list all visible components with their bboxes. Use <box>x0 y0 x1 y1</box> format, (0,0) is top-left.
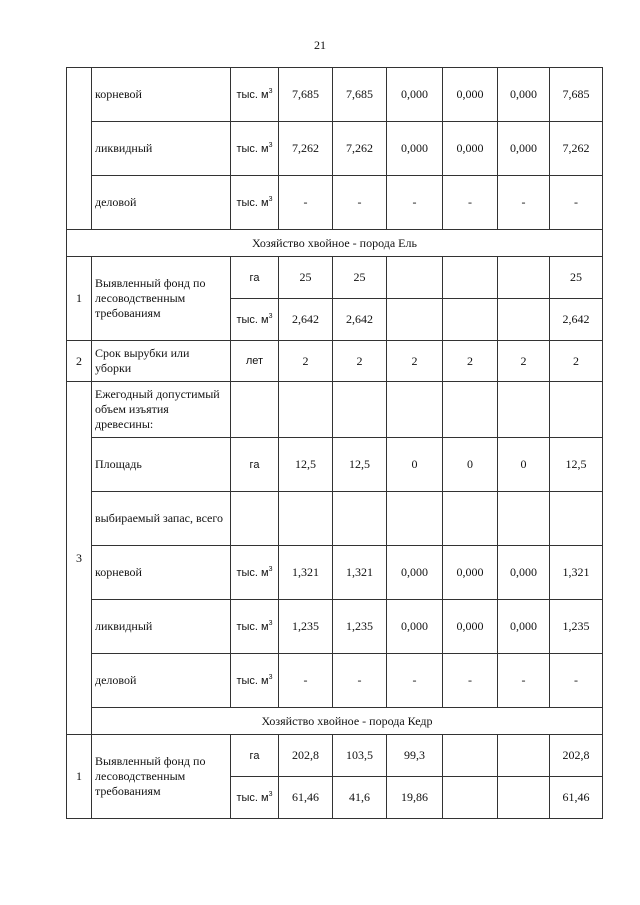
section-row <box>67 708 603 735</box>
value-cell: 1,321 <box>550 546 603 600</box>
value-cell <box>387 299 443 341</box>
row-number-cell <box>67 68 92 230</box>
value-cell <box>443 777 498 819</box>
value-cell: 2,642 <box>279 299 333 341</box>
empty-cell <box>279 382 333 438</box>
row-name: Срок вырубки или уборки <box>92 341 231 382</box>
empty-cell <box>387 492 443 546</box>
value-cell: 7,262 <box>550 122 603 176</box>
empty-cell <box>279 492 333 546</box>
value-cell: 7,262 <box>333 122 387 176</box>
value-cell: 99,3 <box>387 735 443 777</box>
value-cell: 12,5 <box>550 438 603 492</box>
value-cell: 7,685 <box>279 68 333 122</box>
unit-cell: тыс. $м^3$ <box>231 654 279 708</box>
value-cell: 103,5 <box>333 735 387 777</box>
row-name: Ежегодный допустимый объем изъятия древесины: <box>92 382 231 438</box>
unit-cell: тыс. $м^3$ <box>231 299 279 341</box>
unit-cell: тыс. $м^3$ <box>231 122 279 176</box>
value-cell: 0 <box>443 438 498 492</box>
value-cell: 25 <box>550 257 603 299</box>
empty-cell <box>333 492 387 546</box>
unit-cell: га <box>231 257 279 299</box>
table-row <box>67 600 603 654</box>
row-name: Выявленный фонд по лесоводственным требованиям <box>92 257 231 341</box>
value-cell: - <box>279 176 333 230</box>
value-cell: 41,6 <box>333 777 387 819</box>
empty-cell <box>333 382 387 438</box>
table-row <box>67 122 603 176</box>
empty-cell <box>231 382 279 438</box>
section-row <box>67 230 603 257</box>
value-cell: - <box>387 654 443 708</box>
value-cell <box>443 299 498 341</box>
empty-cell <box>550 382 603 438</box>
unit-cell: лет <box>231 341 279 382</box>
value-cell <box>498 735 550 777</box>
row-name: корневой <box>92 546 231 600</box>
value-cell: 0 <box>498 438 550 492</box>
value-cell: - <box>443 654 498 708</box>
value-cell: - <box>443 176 498 230</box>
value-cell: 12,5 <box>333 438 387 492</box>
value-cell: 0,000 <box>498 546 550 600</box>
value-cell: 1,235 <box>279 600 333 654</box>
row-name: ликвидный <box>92 600 231 654</box>
value-cell: 1,321 <box>279 546 333 600</box>
value-cell: 19,86 <box>387 777 443 819</box>
value-cell: 2 <box>333 341 387 382</box>
table-row <box>67 341 603 382</box>
value-cell: 0,000 <box>387 68 443 122</box>
table-row <box>67 68 603 122</box>
value-cell: 0,000 <box>443 600 498 654</box>
table-row <box>67 735 603 777</box>
forest-fund-table <box>66 67 603 819</box>
value-cell: - <box>498 176 550 230</box>
value-cell: 12,5 <box>279 438 333 492</box>
empty-cell <box>550 492 603 546</box>
page-number: 21 <box>314 38 326 52</box>
row-name: выбираемый запас, всего <box>92 492 231 546</box>
value-cell: 1,321 <box>333 546 387 600</box>
value-cell: - <box>498 654 550 708</box>
value-cell: 0,000 <box>387 600 443 654</box>
unit-cell: га <box>231 438 279 492</box>
value-cell: - <box>550 654 603 708</box>
value-cell: 0,000 <box>387 546 443 600</box>
empty-cell <box>498 382 550 438</box>
value-cell <box>498 777 550 819</box>
row-number: 2 <box>67 341 92 382</box>
value-cell: 2 <box>443 341 498 382</box>
value-cell: 0,000 <box>498 68 550 122</box>
row-number: 1 <box>67 257 92 341</box>
value-cell: - <box>279 654 333 708</box>
value-cell <box>443 735 498 777</box>
value-cell: 0,000 <box>443 122 498 176</box>
unit-cell: га <box>231 735 279 777</box>
row-name: Выявленный фонд по лесоводственным требованиям <box>92 735 231 819</box>
table-row <box>67 257 603 299</box>
value-cell: 2,642 <box>550 299 603 341</box>
section-title: Хозяйство хвойное - порода Кедр <box>92 708 603 735</box>
row-name: ликвидный <box>92 122 231 176</box>
row-name: деловой <box>92 654 231 708</box>
empty-cell <box>443 382 498 438</box>
value-cell: 202,8 <box>550 735 603 777</box>
table-row <box>67 546 603 600</box>
table-row <box>67 492 603 546</box>
value-cell: 0,000 <box>498 600 550 654</box>
value-cell: 0,000 <box>443 68 498 122</box>
value-cell: 25 <box>279 257 333 299</box>
value-cell <box>498 299 550 341</box>
empty-cell <box>498 492 550 546</box>
value-cell: 25 <box>333 257 387 299</box>
value-cell: - <box>387 176 443 230</box>
value-cell: 7,685 <box>550 68 603 122</box>
value-cell: 0,000 <box>498 122 550 176</box>
value-cell: 0,000 <box>387 122 443 176</box>
unit-cell: тыс. $м^3$ <box>231 176 279 230</box>
row-name: корневой <box>92 68 231 122</box>
unit-cell: тыс. $м^3$ <box>231 68 279 122</box>
table-row <box>67 382 603 438</box>
row-name: Площадь <box>92 438 231 492</box>
value-cell: 1,235 <box>333 600 387 654</box>
unit-cell: тыс. $м^3$ <box>231 546 279 600</box>
value-cell: - <box>550 176 603 230</box>
empty-cell <box>443 492 498 546</box>
value-cell: 7,262 <box>279 122 333 176</box>
value-cell: 61,46 <box>550 777 603 819</box>
row-number: 3 <box>67 382 92 735</box>
value-cell: 1,235 <box>550 600 603 654</box>
table-row <box>67 176 603 230</box>
value-cell: 202,8 <box>279 735 333 777</box>
value-cell <box>387 257 443 299</box>
value-cell: 2 <box>279 341 333 382</box>
table-row <box>67 654 603 708</box>
row-number: 1 <box>67 735 92 819</box>
value-cell: 2 <box>498 341 550 382</box>
unit-cell: тыс. $м^3$ <box>231 600 279 654</box>
row-name: деловой <box>92 176 231 230</box>
value-cell: 0 <box>387 438 443 492</box>
empty-cell <box>387 382 443 438</box>
unit-cell: тыс. $м^3$ <box>231 777 279 819</box>
section-title: Хозяйство хвойное - порода Ель <box>67 230 603 257</box>
value-cell: 61,46 <box>279 777 333 819</box>
value-cell: 0,000 <box>443 546 498 600</box>
value-cell: 7,685 <box>333 68 387 122</box>
value-cell: 2 <box>550 341 603 382</box>
value-cell: - <box>333 176 387 230</box>
value-cell: 2,642 <box>333 299 387 341</box>
empty-cell <box>231 492 279 546</box>
value-cell <box>443 257 498 299</box>
table-row <box>67 438 603 492</box>
value-cell: 2 <box>387 341 443 382</box>
value-cell <box>498 257 550 299</box>
value-cell: - <box>333 654 387 708</box>
